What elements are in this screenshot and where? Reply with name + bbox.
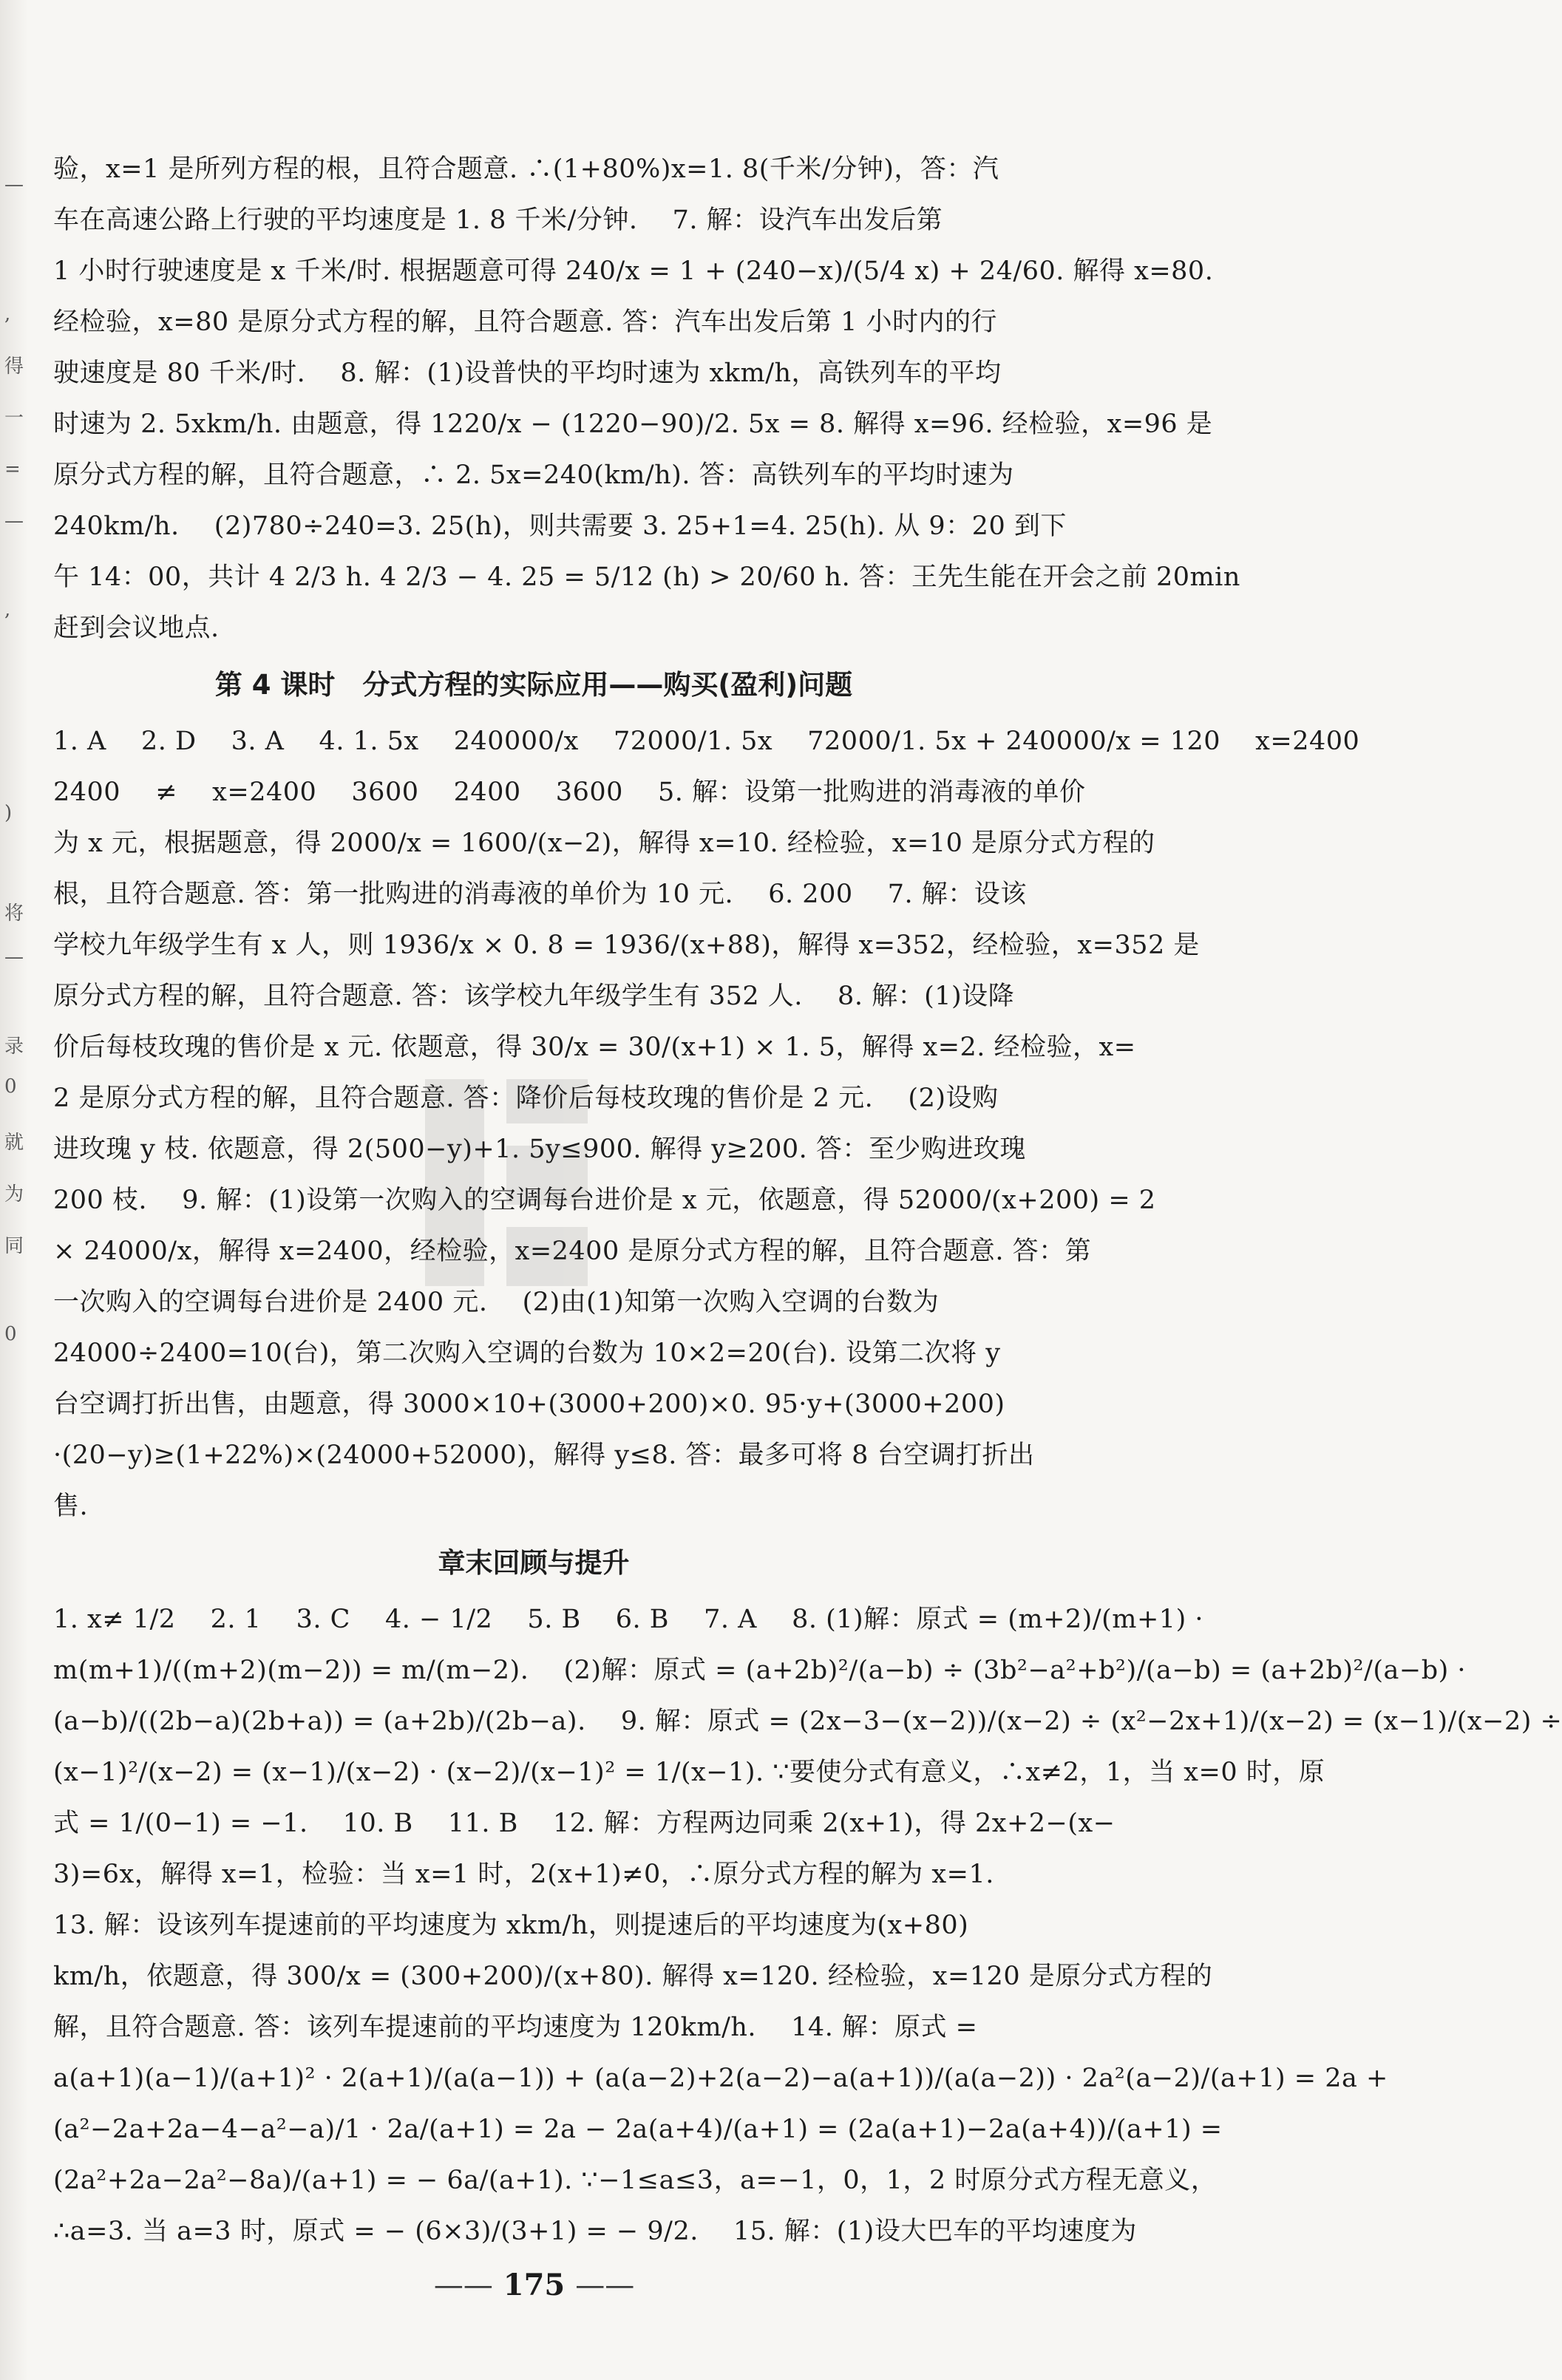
text-line: km/h，依题意，得 300/x = (300+200)/(x+80). 解得 x=120. 经检验，x=120 是原分式方程的	[53, 1962, 1213, 1991]
edge-mark: 将	[4, 902, 24, 925]
page-gutter	[0, 0, 28, 2380]
text-line: 驶速度是 80 千米/时. 8. 解：(1)设普快的平均时速为 xkm/h，高铁列车的平均	[53, 358, 1002, 388]
text-line: (x−1)²/(x−2) = (x−1)/(x−2) · (x−2)/(x−1)² = 1/(x−1). ∵要使分式有意义，∴x≠2，1，当 x=0 时，原	[53, 1758, 1325, 1787]
edge-mark: 0	[4, 1075, 17, 1098]
edge-mark: 同	[4, 1235, 24, 1257]
edge-mark: 录	[4, 1036, 24, 1058]
section-previous-answers	[53, 144, 1240, 654]
edge-mark: —	[4, 946, 24, 968]
edge-mark: ,	[4, 599, 11, 621]
text-line: 3)=6x，解得 x=1，检验：当 x=1 时，2(x+1)≠0，∴原分式方程的解为 x=1.	[53, 1860, 994, 1889]
edge-mark: =	[4, 458, 21, 480]
section-chapter-review-answers	[53, 1594, 1562, 2257]
text-line: 2 是原分式方程的解，且符合题意. 答：降价后每枝玫瑰的售价是 2 元. (2)设购	[53, 1084, 999, 1113]
edge-mark: —	[4, 510, 24, 532]
text-line: 2400 ≠ x=2400 3600 2400 3600 5. 解：设第一批购进的消毒液的单价	[53, 778, 1086, 807]
text-line: 台空调打折出售，由题意，得 3000×10+(3000+200)×0. 95·y+(3000+200)	[53, 1390, 1005, 1419]
text-line: 1. A 2. D 3. A 4. 1. 5x 240000/x 72000/1. 5x 72000/1. 5x + 240000/x = 120 x=2400	[53, 727, 1360, 756]
edge-mark: 0	[4, 1323, 17, 1345]
text-line: (a²−2a+2a−4−a²−a)/1 · 2a/(a+1) = 2a − 2a(a+4)/(a+1) = (2a(a+1)−2a(a+4))/(a+1) =	[53, 2115, 1223, 2144]
answer-content	[53, 144, 1562, 2257]
text-line: 学校九年级学生有 x 人，则 1936/x × 0. 8 = 1936/(x+88)，解得 x=352，经检验，x=352 是	[53, 931, 1200, 960]
edge-mark: 就	[4, 1132, 24, 1154]
text-line: 1 小时行驶速度是 x 千米/时. 根据题意可得 240/x = 1 + (240−x)/(5/4 x) + 24/60. 解得 x=80.	[53, 256, 1214, 286]
text-line: 24000÷2400=10(台)，第二次购入空调的台数为 10×2=20(台). 设第二次将 y	[53, 1339, 1001, 1368]
text-line: 为 x 元，根据题意，得 2000/x = 1600/(x−2)，解得 x=10. 经检验，x=10 是原分式方程的	[53, 829, 1155, 858]
section-lesson-4-answers	[53, 716, 1360, 1532]
text-line: a(a+1)(a−1)/(a+1)² · 2(a+1)/(a(a−1)) + (a(a−2)+2(a−2)−a(a+1))/(a(a−2)) · 2a²(a−2)/(a+1) = 2a +	[53, 2064, 1388, 2093]
text-line: 午 14：00，共计 4 2/3 h. 4 2/3 − 4. 25 = 5/12 (h) > 20/60 h. 答：王先生能在开会之前 20min	[53, 562, 1240, 592]
text-line: 售.	[53, 1492, 89, 1521]
text-line: 240km/h. (2)780÷240=3. 25(h)，则共需要 3. 25+1=4. 25(h). 从 9：20 到下	[53, 511, 1067, 541]
edge-mark: )	[4, 802, 13, 824]
text-line: (a−b)/((2b−a)(2b+a)) = (a+2b)/(2b−a). 9. 解：原式 = (2x−3−(x−2))/(x−2) ÷ (x²−2x+1)/(x−2) = (x−1)/(x−2) ÷	[53, 1707, 1562, 1736]
text-line: 赶到会议地点.	[53, 613, 220, 643]
footer-dash-right: ——	[575, 2268, 635, 2302]
page-number-footer	[0, 2268, 1068, 2302]
text-line: (2a²+2a−2a²−8a)/(a+1) = − 6a/(a+1). ∵−1≤a≤3，a=−1，0，1，2 时原分式方程无意义，	[53, 2166, 1218, 2195]
section-heading-chapter-review: 章末回顾与提升	[438, 1547, 630, 1579]
edge-mark: 得	[4, 356, 24, 378]
text-line: 200 枝. 9. 解：(1)设第一次购入的空调每台进价是 x 元，依题意，得 52000/(x+200) = 2	[53, 1186, 1156, 1215]
text-line: 根，且符合题意. 答：第一批购进的消毒液的单价为 10 元. 6. 200 7. 解：设该	[53, 880, 1027, 909]
text-line: 原分式方程的解，且符合题意，∴ 2. 5x=240(km/h). 答：高铁列车的平均时速为	[53, 460, 1014, 490]
edge-mark: 为	[4, 1183, 24, 1206]
footer-dash-left: ——	[433, 2268, 493, 2302]
text-line: ·(20−y)≥(1+22%)×(24000+52000)，解得 y≤8. 答：最多可将 8 台空调打折出	[53, 1441, 1035, 1470]
text-line: 1. x≠ 1/2 2. 1 3. C 4. − 1/2 5. B 6. B 7. A 8. (1)解：原式 = (m+2)/(m+1) ·	[53, 1605, 1203, 1634]
text-line: 验，x=1 是所列方程的根，且符合题意. ∴(1+80%)x=1. 8(千米/分钟)，答：汽	[53, 154, 999, 184]
text-line: 原分式方程的解，且符合题意. 答：该学校九年级学生有 352 人. 8. 解：(1)设降	[53, 982, 1015, 1011]
edge-mark: —	[4, 174, 24, 196]
edge-mark: 一	[4, 407, 24, 429]
text-line: ∴a=3. 当 a=3 时，原式 = − (6×3)/(3+1) = − 9/2. 15. 解：(1)设大巴车的平均速度为	[53, 2217, 1137, 2246]
text-line: 车在高速公路上行驶的平均速度是 1. 8 千米/分钟. 7. 解：设汽车出发后第	[53, 205, 943, 235]
text-line: 进玫瑰 y 枝. 依题意，得 2(500−y)+1. 5y≤900. 解得 y≥200. 答：至少购进玫瑰	[53, 1135, 1026, 1164]
text-line: 价后每枝玫瑰的售价是 x 元. 依题意，得 30/x = 30/(x+1) × 1. 5，解得 x=2. 经检验，x=	[53, 1033, 1136, 1062]
text-line: 一次购入的空调每台进价是 2400 元. (2)由(1)知第一次购入空调的台数为	[53, 1288, 940, 1317]
page-number: 175	[503, 2268, 566, 2302]
text-line: 13. 解：设该列车提速前的平均速度为 xkm/h，则提速后的平均速度为(x+80)	[53, 1911, 969, 1940]
edge-mark: ,	[4, 303, 11, 325]
text-line: 时速为 2. 5xkm/h. 由题意，得 1220/x − (1220−90)/2. 5x = 8. 解得 x=96. 经检验，x=96 是	[53, 409, 1213, 439]
text-line: m(m+1)/((m+2)(m−2)) = m/(m−2). (2)解：原式 = (a+2b)²/(a−b) ÷ (3b²−a²+b²)/(a−b) = (a+2b)²/(a−b) ·	[53, 1656, 1467, 1685]
text-line: 解，且符合题意. 答：该列车提速前的平均速度为 120km/h. 14. 解：原式 =	[53, 2013, 978, 2042]
text-line: 式 = 1/(0−1) = −1. 10. B 11. B 12. 解：方程两边同乘 2(x+1)，得 2x+2−(x−	[53, 1809, 1116, 1838]
text-line: 经检验，x=80 是原分式方程的解，且符合题意. 答：汽车出发后第 1 小时内的行	[53, 307, 997, 337]
section-heading-lesson-4: 第 4 课时 分式方程的实际应用——购买(盈利)问题	[214, 669, 853, 701]
text-line: × 24000/x，解得 x=2400，经检验，x=2400 是原分式方程的解，且符合题意. 答：第	[53, 1237, 1092, 1266]
